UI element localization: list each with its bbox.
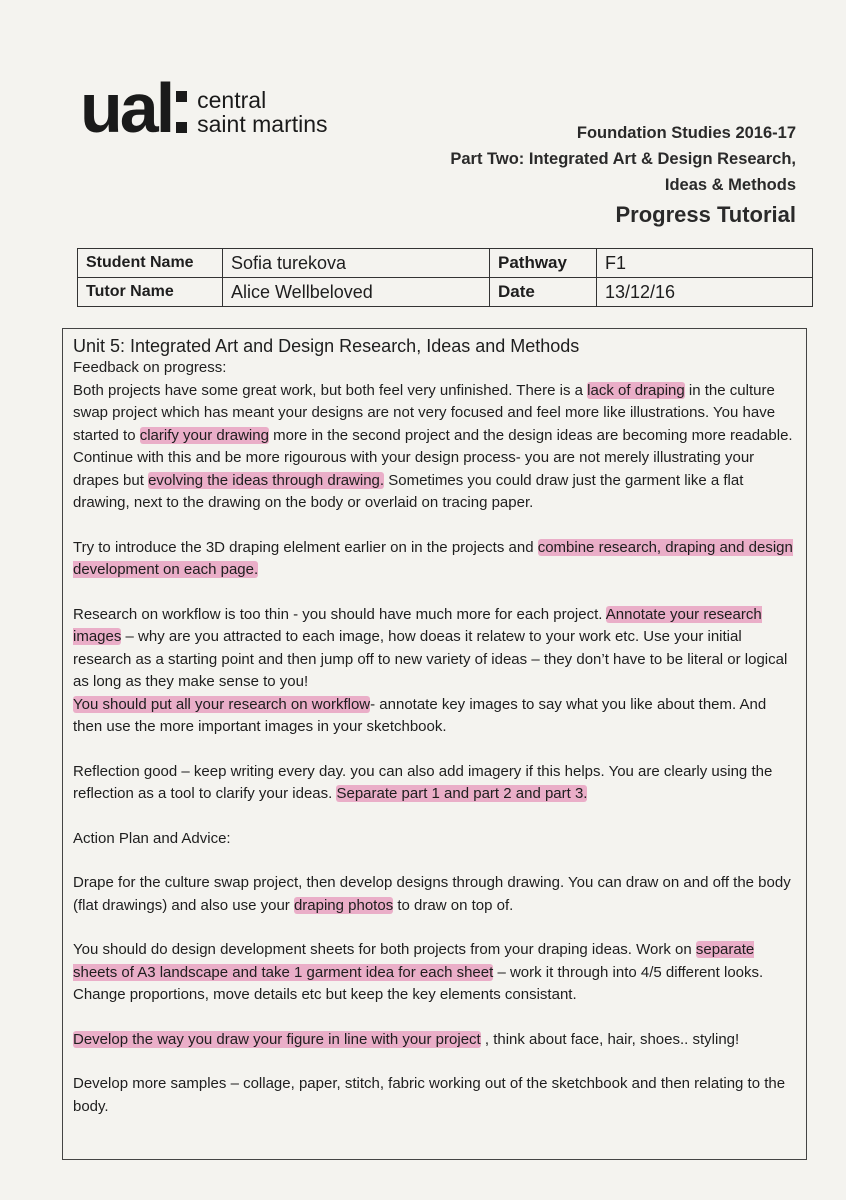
tutor-name-value: Alice Wellbeloved — [223, 278, 490, 307]
text-segment: Research on workflow is too thin - you should have much more for each project. — [73, 605, 606, 623]
paragraph-gap — [73, 582, 798, 604]
ual-logo — [80, 69, 328, 147]
student-info-table — [77, 248, 813, 307]
pathway-label: Pathway — [490, 249, 597, 278]
feedback-paragraph — [73, 694, 798, 739]
logo-text — [197, 88, 327, 136]
highlighted-text: Annotate your research images — [73, 605, 762, 645]
highlighted-text: separate sheets of A3 landscape and take 1 garment idea for each sheet — [73, 941, 755, 981]
text-segment: - annotate key images to say what you like about them. And then use the more important images in your sketchbook. — [73, 695, 767, 735]
highlighted-text: evolving the ideas through drawing. — [148, 471, 385, 489]
pathway-value: F1 — [597, 249, 813, 278]
logo-line1: central — [197, 87, 267, 113]
text-segment: Sometimes you could draw just the garment like a flat drawing, next to the drawing on the body or overlaid on tracing paper. — [73, 471, 744, 511]
highlighted-text: Separate part 1 and part 2 and part 3. — [336, 785, 588, 802]
feedback-paragraph — [73, 872, 798, 917]
document-title: Progress Tutorial — [615, 202, 796, 227]
feedback-paragraph — [73, 1073, 798, 1118]
feedback-paragraph — [73, 604, 798, 694]
feedback-paragraph — [73, 1029, 798, 1052]
feedback-paragraph — [73, 761, 798, 806]
tutor-name-label: Tutor Name — [78, 278, 223, 307]
document-header — [450, 120, 796, 232]
highlighted-text: Develop the way you draw your figure in line with your project — [73, 1030, 481, 1048]
text-segment: – work it through into 4/5 different looks. Change proportions, move details etc but keep the key elements consistant. — [73, 963, 764, 1003]
paragraph-gap — [73, 515, 798, 537]
paragraph-gap — [73, 1007, 798, 1029]
feedback-paragraph — [73, 939, 798, 1007]
text-segment: in the culture swap project which has meant your designs are not very focused and feel more like illustrations. You have started to — [73, 381, 776, 444]
feedback-paragraph — [73, 828, 798, 851]
highlighted-text: lack of draping — [587, 381, 685, 399]
feedback-box — [62, 328, 807, 1160]
text-segment: Try to introduce the 3D draping elelment earlier on in the projects and — [73, 538, 538, 556]
feedback-paragraph — [73, 357, 798, 380]
text-segment: – why are you attracted to each image, how doeas it relatew to your work etc. Use your initial research as a starting point and then jump off to new variety of ideas – they don’t have to be literal or logical as long as they make sense to you! — [73, 628, 788, 690]
logo-line2: saint martins — [197, 111, 328, 137]
paragraph-gap — [73, 850, 798, 872]
highlighted-text: draping photos — [293, 896, 394, 914]
paragraph-gap — [73, 739, 798, 761]
text-segment: Feedback on progress: — [73, 359, 227, 376]
text-segment: Reflection good – keep writing every day. you can also add imagery if this helps. You are clearly using the reflection as a tool to clarify your ideas. — [73, 762, 773, 802]
text-segment: , think about face, hair, shoes.. styling! — [480, 1030, 740, 1048]
paragraph-gap — [73, 806, 798, 828]
course-title: Foundation Studies 2016-17 — [576, 124, 796, 142]
text-segment: Drape for the culture swap project, then develop designs through drawing. You can draw on and off the body (flat drawings) and also use your — [73, 874, 791, 914]
text-segment: You should do design development sheets for both projects from your draping ideas. Work on — [73, 941, 696, 958]
text-segment: more in the second project and the design ideas are becoming more readable. Continue with this and be more rigourous with your design process- you are not merely illustrating your drapes but — [73, 426, 793, 489]
paragraph-gap — [73, 917, 798, 939]
logo-mark: ual — [80, 69, 173, 147]
part-title-cont: Ideas & Methods — [664, 176, 796, 194]
unit-title: Unit 5: Integrated Art and Design Research, Ideas and Methods — [73, 336, 580, 356]
date-value: 13/12/16 — [597, 278, 813, 307]
highlighted-text: combine research, draping and design development on each page. — [73, 538, 793, 578]
logo-colon — [176, 91, 187, 133]
paragraph-gap — [73, 1051, 798, 1073]
highlighted-text: You should put all your research on workflow — [73, 695, 371, 713]
text-segment: Develop more samples – collage, paper, stitch, fabric working out of the sketchbook and then relating to the body. — [73, 1075, 786, 1115]
feedback-paragraph — [73, 380, 798, 515]
feedback-body — [73, 357, 798, 1118]
part-title: Part Two: Integrated Art & Design Research, — [450, 150, 796, 168]
text-segment: Action Plan and Advice: — [73, 829, 231, 847]
text-segment: to draw on top of. — [393, 896, 514, 914]
highlighted-text: clarify your drawing — [139, 426, 269, 444]
student-name-label: Student Name — [78, 249, 223, 278]
date-label: Date — [490, 278, 597, 307]
feedback-paragraph — [73, 537, 798, 582]
text-segment: Both projects have some great work, but both feel very unfinished. There is a — [73, 381, 588, 399]
student-name-value: Sofia turekova — [223, 249, 490, 278]
